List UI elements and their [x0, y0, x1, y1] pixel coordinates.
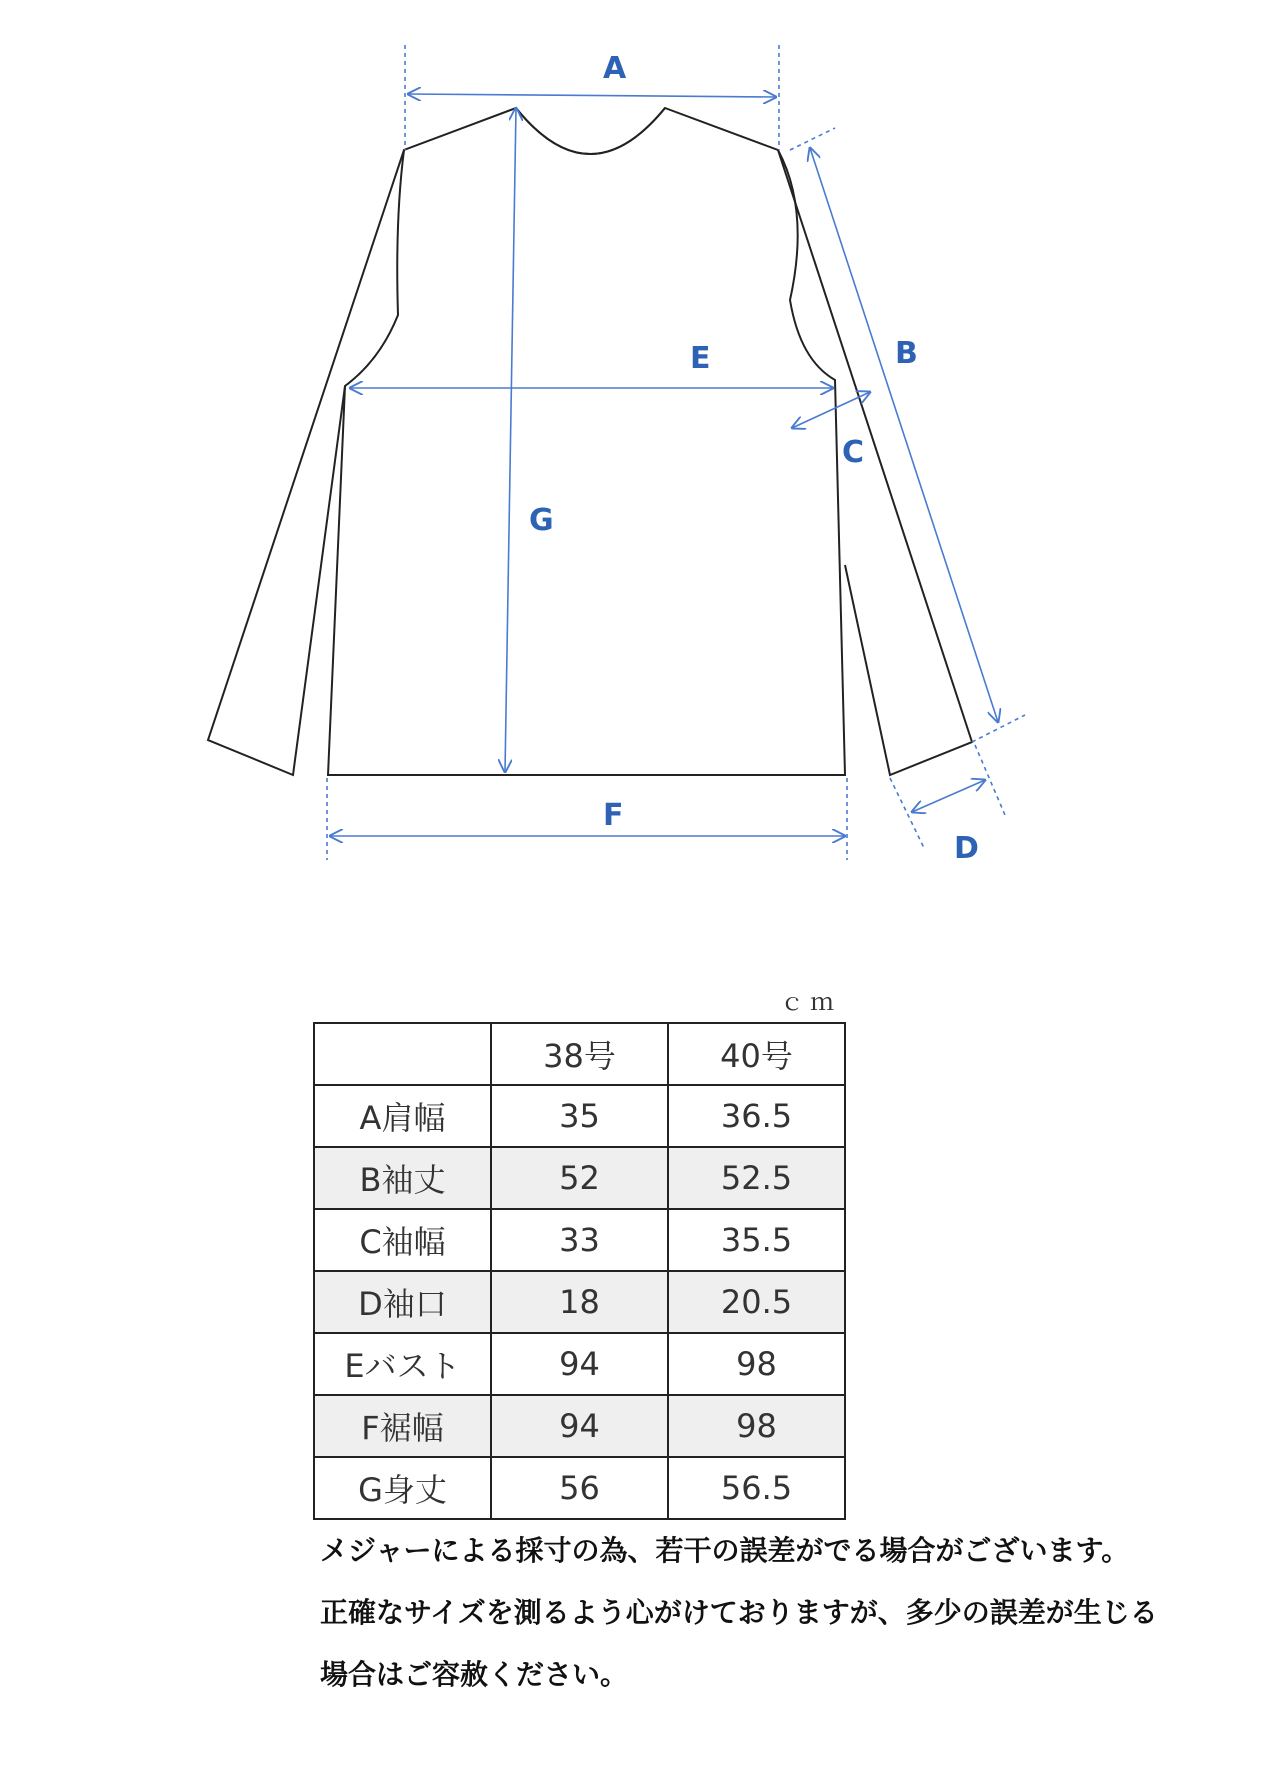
table-cell: 56.5	[668, 1457, 845, 1519]
table-cell: 18	[491, 1271, 668, 1333]
dimension-b-line	[810, 148, 998, 722]
label-d: D	[954, 831, 979, 866]
table-cell: 52	[491, 1147, 668, 1209]
dimension-c-line	[792, 392, 870, 428]
table-cell: G身丈	[314, 1457, 491, 1519]
label-f: F	[603, 798, 624, 833]
table-cell: 20.5	[668, 1271, 845, 1333]
table-cell: F裾幅	[314, 1395, 491, 1457]
table-cell: D袖口	[314, 1271, 491, 1333]
table-header-cell: 40号	[668, 1023, 845, 1085]
table-cell: 94	[491, 1395, 668, 1457]
note-line: メジャーによる採寸の為、若干の誤差がでる場合がございます。	[320, 1534, 1130, 1567]
table-row	[314, 1395, 845, 1457]
table-cell: 94	[491, 1333, 668, 1395]
table-header-cell	[314, 1023, 491, 1085]
label-c: C	[842, 435, 865, 470]
unit-label: ｃｍ	[780, 988, 840, 1016]
table-header-row	[314, 1023, 845, 1085]
note-line: 正確なサイズを測るよう心がけておりますが、多少の誤差が生じる	[320, 1596, 1158, 1629]
label-e: E	[690, 341, 711, 376]
dimension-lines	[327, 45, 1025, 860]
table-cell: A肩幅	[314, 1085, 491, 1147]
label-g: G	[529, 503, 554, 538]
table-row	[314, 1457, 845, 1519]
table-cell: Eバスト	[314, 1333, 491, 1395]
dimension-g-line	[505, 108, 516, 772]
dimension-a-line	[408, 94, 776, 97]
table-row	[314, 1333, 845, 1395]
neckline	[516, 108, 665, 154]
table-cell: 35	[491, 1085, 668, 1147]
table-cell: 52.5	[668, 1147, 845, 1209]
size-table	[313, 1022, 846, 1520]
table-row	[314, 1147, 845, 1209]
table-cell: 56	[491, 1457, 668, 1519]
table-header-cell: 38号	[491, 1023, 668, 1085]
body-outline	[328, 108, 845, 775]
label-b: B	[895, 336, 918, 371]
table-row	[314, 1085, 845, 1147]
table-cell: B袖丈	[314, 1147, 491, 1209]
table-row	[314, 1271, 845, 1333]
table-cell: 98	[668, 1395, 845, 1457]
table-row	[314, 1209, 845, 1271]
table-cell: 98	[668, 1333, 845, 1395]
table-cell: 35.5	[668, 1209, 845, 1271]
table-cell: C袖幅	[314, 1209, 491, 1271]
table-cell: 33	[491, 1209, 668, 1271]
label-a: A	[603, 51, 627, 86]
left-sleeve	[208, 150, 404, 775]
right-sleeve	[778, 150, 972, 775]
dimension-d-line	[912, 780, 985, 812]
note-line: 場合はご容赦ください。	[320, 1658, 629, 1691]
measurement-notes	[320, 1520, 1270, 1706]
table-cell: 36.5	[668, 1085, 845, 1147]
